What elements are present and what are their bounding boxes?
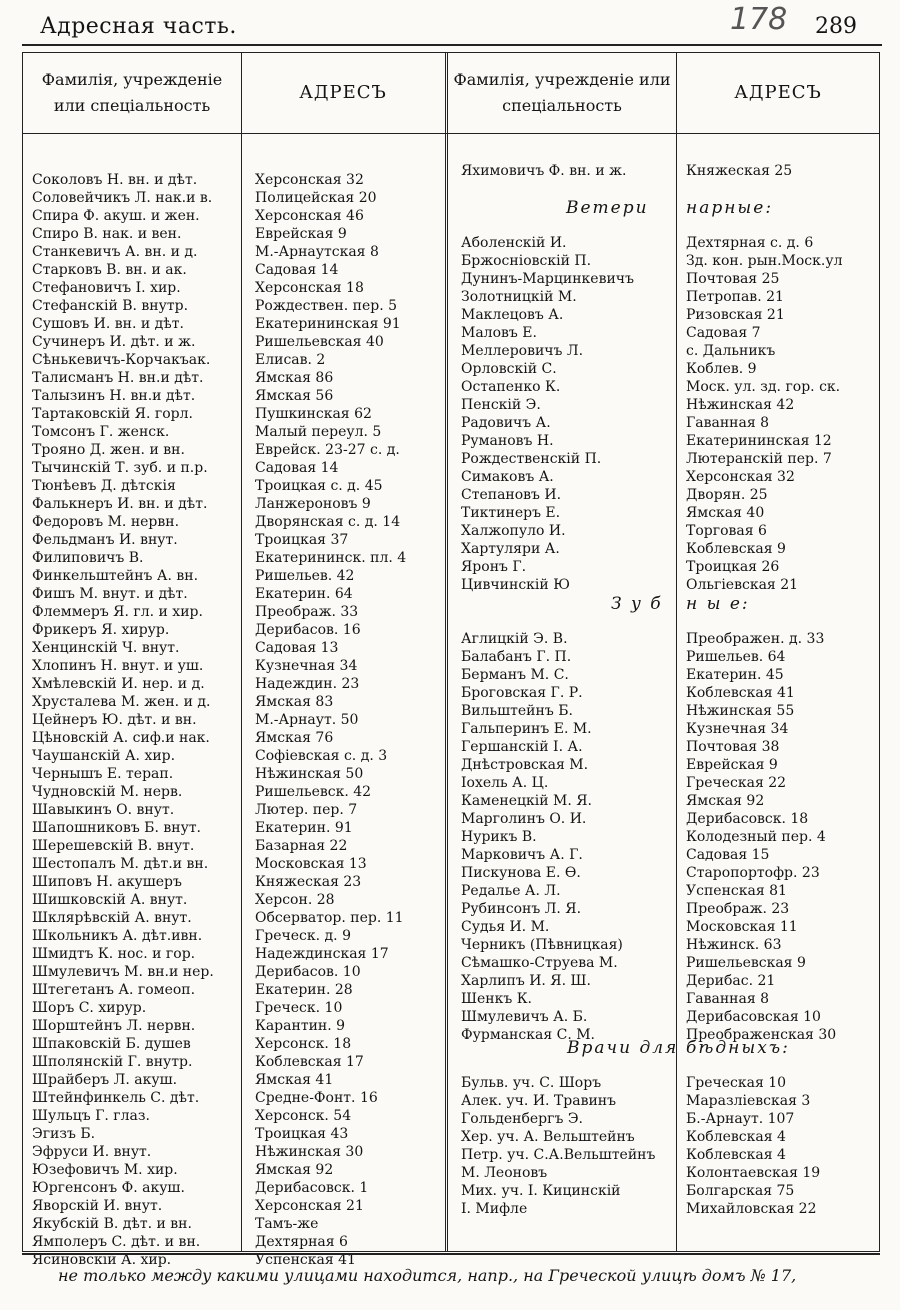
entry-address: Преображенская 30 — [686, 1027, 837, 1043]
entry-name: Ясиновскій А. хир. — [32, 1252, 172, 1268]
section-heading-dentists: З у б — [611, 594, 663, 614]
entry-address: Херсонская 18 — [255, 280, 364, 296]
entry-address: М.-Арнаут. 50 — [255, 712, 359, 728]
entry-address: Дворянская с. д. 14 — [255, 514, 401, 530]
entry-name: Шишковскій А. внут. — [32, 892, 188, 908]
entry-address: Троицкая 26 — [686, 559, 780, 575]
entry-address: Екатерининская 91 — [255, 316, 401, 332]
running-title: Адресная часть. — [40, 14, 237, 39]
entry-name: Талызинъ Н. вн.и дѣт. — [32, 388, 196, 404]
entry-address: Коблев. 9 — [686, 361, 757, 377]
entry-name: Чернышъ Е. терап. — [32, 766, 174, 782]
entry-address: Успенская 81 — [686, 883, 787, 899]
entry-address: Ямская 76 — [255, 730, 334, 746]
section-heading-veterinary: нарные: — [686, 198, 774, 218]
entry-name: Шерешевскій В. внут. — [32, 838, 195, 854]
page-number: 289 — [815, 14, 857, 39]
entry-name: Хрусталева М. жен. и д. — [32, 694, 211, 710]
entry-address: Греческая 10 — [686, 1075, 787, 1091]
entry-name: Хенцинскій Ч. внут. — [32, 640, 180, 656]
entry-name: Симаковъ А. — [461, 469, 554, 485]
entry-name: Радовичъ А. — [461, 415, 551, 431]
entry-name: Юргенсонъ Ф. акуш. — [32, 1180, 185, 1196]
entry-address: Еврейск. 23-27 с. д. — [255, 442, 400, 458]
entry-name: Юзефовичъ М. хир. — [32, 1162, 178, 1178]
entry-address: Лютеранскій пер. 7 — [686, 451, 832, 467]
column-divider — [241, 52, 242, 1252]
entry-name: Марголинъ О. И. — [461, 811, 587, 827]
entry-name: Чаушанскій А. хир. — [32, 748, 176, 764]
entry-address: Средне-Фонт. 16 — [255, 1090, 378, 1106]
entry-name: Халжопуло И. — [461, 523, 566, 539]
col-name-header-left: Фамилія, учрежденіе или спеціальность — [41, 69, 223, 115]
entry-name: Марковичъ А. Г. — [461, 847, 583, 863]
entry-address: Дерибасовская 10 — [686, 1009, 821, 1025]
entry-name: Фельдманъ И. внут. — [32, 532, 178, 548]
entry-name: Сѣнькевичъ-Корчакъак. — [32, 352, 211, 368]
section-heading-veterinary: Ветери — [566, 198, 649, 218]
entry-address: Херсонск. 18 — [255, 1036, 352, 1052]
entry-address: Преображен. д. 33 — [686, 631, 825, 647]
entry-address: Ямская 56 — [255, 388, 334, 404]
left-addresses-column — [255, 0, 441, 1310]
entry-address: Преображ. 33 — [255, 604, 359, 620]
entry-address: Херсонская 46 — [255, 208, 364, 224]
entry-name: Фишъ М. внут. и дѣт. — [32, 586, 188, 602]
entry-address: Полицейская 20 — [255, 190, 377, 206]
entry-name: Шорштейнъ Л. нервн. — [32, 1018, 196, 1034]
entry-address: Дехтярная с. д. 6 — [686, 235, 814, 251]
entry-name: Гершанскій І. А. — [461, 739, 583, 755]
entry-name: Шклярѣвскій А. внут. — [32, 910, 192, 926]
handwritten-mark: 178 — [730, 2, 788, 37]
entry-address: Княжеская 23 — [255, 874, 362, 890]
entry-address: Ольгіевская 21 — [686, 577, 799, 593]
entry-name: Тычинскій Т. зуб. и п.р. — [32, 460, 208, 476]
entry-address: Почтовая 38 — [686, 739, 780, 755]
entry-name: Аболенскій И. — [461, 235, 567, 251]
entry-address: Садовая 7 — [686, 325, 761, 341]
entry-name: Фалькнеръ И. вн. и дѣт. — [32, 496, 208, 512]
entry-name: Гольденбергъ Э. — [461, 1111, 583, 1127]
entry-name: Эфруси И. внут. — [32, 1144, 152, 1160]
entry-address: Херсонская 32 — [686, 469, 795, 485]
entry-name: Томсонъ Г. женск. — [32, 424, 170, 440]
entry-name: Тиктинеръ Е. — [461, 505, 561, 521]
entry-name: Шапошниковъ Б. внут. — [32, 820, 202, 836]
entry-address: Еврейская 9 — [255, 226, 347, 242]
entry-address: Херсон. 28 — [255, 892, 335, 908]
entry-name: Эгизъ Б. — [32, 1126, 96, 1142]
entry-name: Пенскій Э. — [461, 397, 541, 413]
entry-name: Дунинъ-Марцинкевичъ — [461, 271, 634, 287]
entry-address: Екатерин. 91 — [255, 820, 353, 836]
entry-name: Хмѣлевскій И. нер. и д. — [32, 676, 205, 692]
entry-address: Ямская 41 — [255, 1072, 334, 1088]
entry-name: Пискунова Е. Ѳ. — [461, 865, 581, 881]
section-heading-dentists: н ы е: — [686, 594, 750, 614]
entry-address: Дерибасовск. 18 — [686, 811, 809, 827]
entry-address: Садовая 15 — [686, 847, 770, 863]
entry-address: Ришельевская 9 — [686, 955, 806, 971]
entry-address: Княжеская 25 — [686, 163, 793, 179]
entry-address: Ямская 92 — [686, 793, 765, 809]
entry-name: Берманъ М. С. — [461, 667, 569, 683]
entry-name: Мих. уч. І. Кицинскій — [461, 1183, 621, 1199]
entry-name: Шиповъ Н. акушеръ — [32, 874, 182, 890]
entry-address: Греческая 22 — [686, 775, 787, 791]
entry-name: Федоровъ М. нервн. — [32, 514, 180, 530]
entry-address: Обсерватор. пер. 11 — [255, 910, 404, 926]
entry-address: Дерибас. 21 — [686, 973, 776, 989]
entry-address: Кузнечная 34 — [255, 658, 358, 674]
section-heading-poor: бѣдныхъ: — [686, 1038, 790, 1058]
entry-name: Якубскій В. дѣт. и вн. — [32, 1216, 192, 1232]
entry-address: Б.-Арнаут. 107 — [686, 1111, 795, 1127]
entry-name: Остапенко К. — [461, 379, 561, 395]
entry-address: Екатерин. 45 — [686, 667, 784, 683]
entry-name: Шпаковскій Б. душев — [32, 1036, 191, 1052]
entry-address: Московская 13 — [255, 856, 367, 872]
col-address-header-right: АДРЕСЪ — [734, 81, 822, 103]
entry-name: Шоръ С. хирур. — [32, 1000, 147, 1016]
entry-address: Московская 11 — [686, 919, 798, 935]
entry-name: Цѣновскій А. сиф.и нак. — [32, 730, 210, 746]
entry-address: Дерибасов. 10 — [255, 964, 361, 980]
entry-name: Редалье А. Л. — [461, 883, 561, 899]
entry-name: Шмулевичъ М. вн.и нер. — [32, 964, 214, 980]
entry-name: Золотницкій М. — [461, 289, 577, 305]
entry-address: Троицкая 43 — [255, 1126, 349, 1142]
entry-address: Херсонская 21 — [255, 1198, 364, 1214]
entry-address: Торговая 6 — [686, 523, 767, 539]
entry-name: Филиповичъ В. — [32, 550, 144, 566]
entry-address: Надеждин. 23 — [255, 676, 360, 692]
entry-address: Надеждинская 17 — [255, 946, 389, 962]
entry-address: Греческ. 10 — [255, 1000, 343, 1016]
entry-name: Меллеровичъ Л. — [461, 343, 584, 359]
entry-name: Сушовъ И. вн. и дѣт. — [32, 316, 184, 332]
entry-name: Харлипъ И. Я. Ш. — [461, 973, 591, 989]
entry-address: Ризовская 21 — [686, 307, 785, 323]
entry-name: Шенкъ К. — [461, 991, 532, 1007]
entry-name: Рождественскій П. — [461, 451, 602, 467]
entry-name: Румановъ Н. — [461, 433, 554, 449]
entry-address: Зд. кон. рын.Моск.ул — [686, 253, 843, 269]
entry-address: Нѣжинская 30 — [255, 1144, 364, 1160]
entry-address: Коблевская 9 — [686, 541, 786, 557]
entry-address: Коблевская 41 — [686, 685, 795, 701]
entry-address: Рождествен. пер. 5 — [255, 298, 398, 314]
section-heading-poor: Врачи для — [567, 1038, 679, 1058]
entry-name: Бульв. уч. С. Шоръ — [461, 1075, 602, 1091]
entry-name: Хлопинъ Н. внут. и уш. — [32, 658, 204, 674]
entry-name: Цивчинскій Ю — [461, 577, 570, 593]
entry-name: Штегетанъ А. гомеоп. — [32, 982, 196, 998]
entry-address: Екатерин. 28 — [255, 982, 353, 998]
entry-name: Финкельштейнъ А. вн. — [32, 568, 199, 584]
entry-address: Преображ. 23 — [686, 901, 790, 917]
entry-name: Цейнеръ Ю. дѣт. и вн. — [32, 712, 197, 728]
entry-name: Броговская Г. Р. — [461, 685, 583, 701]
entry-name: Нурикъ В. — [461, 829, 537, 845]
entry-name: Хартуляри А. — [461, 541, 560, 557]
entry-name: Бржосніовскій П. — [461, 253, 592, 269]
entry-address: Ришельев. 64 — [686, 649, 786, 665]
entry-name: Школьникъ А. дѣт.ивн. — [32, 928, 203, 944]
entry-address: Коблевская 4 — [686, 1147, 786, 1163]
entry-name: Гальперинъ Е. М. — [461, 721, 592, 737]
entry-address: Ямская 92 — [255, 1162, 334, 1178]
entry-address: Малый переул. 5 — [255, 424, 382, 440]
entry-address: Нѣжинская 50 — [255, 766, 364, 782]
entry-name: Маловъ Е. — [461, 325, 537, 341]
entry-address: Болгарская 75 — [686, 1183, 795, 1199]
entry-name: Яронъ Г. — [461, 559, 527, 575]
entry-name: Шполянскій Г. внутр. — [32, 1054, 193, 1070]
entry-name: Яхимовичъ Ф. вн. и ж. — [461, 163, 627, 179]
entry-name: Шмулевичъ А. Б. — [461, 1009, 588, 1025]
entry-name: Трояно Д. жен. и вн. — [32, 442, 185, 458]
entry-address: Греческ. д. 9 — [255, 928, 351, 944]
entry-address: Карантин. 9 — [255, 1018, 346, 1034]
entry-address: Гаванная 8 — [686, 991, 770, 1007]
entry-name: Балабанъ Г. П. — [461, 649, 572, 665]
entry-address: Маразліевская 3 — [686, 1093, 811, 1109]
entry-address: Колонтаевская 19 — [686, 1165, 821, 1181]
entry-name: Степановъ И. — [461, 487, 562, 503]
entry-name: Ямполеръ С. дѣт. и вн. — [32, 1234, 201, 1250]
entry-address: Ямская 40 — [686, 505, 765, 521]
entry-name: Іохель А. Ц. — [461, 775, 549, 791]
entry-address: Херсонская 32 — [255, 172, 364, 188]
entry-address: Садовая 14 — [255, 460, 339, 476]
entry-address: Коблевская 4 — [686, 1129, 786, 1145]
entry-name: Яворскій И. внут. — [32, 1198, 163, 1214]
entry-address: Ямская 83 — [255, 694, 334, 710]
entry-address: Почтовая 25 — [686, 271, 780, 287]
entry-address: Садовая 14 — [255, 262, 339, 278]
entry-address: Дворян. 25 — [686, 487, 768, 503]
entry-name: Судья И. М. — [461, 919, 550, 935]
entry-name: Днѣстровская М. — [461, 757, 589, 773]
entry-name: Фурманская С. М. — [461, 1027, 596, 1043]
entry-name: Старковъ В. вн. и ак. — [32, 262, 187, 278]
entry-name: Соколовъ Н. вн. и дѣт. — [32, 172, 198, 188]
entry-address: М.-Арнаутская 8 — [255, 244, 379, 260]
entry-name: Петр. уч. С.А.Вельштейнъ — [461, 1147, 656, 1163]
entry-name: Талисманъ Н. вн.и дѣт. — [32, 370, 204, 386]
right-addresses-column — [686, 0, 878, 1310]
entry-name: Флеммеръ Я. гл. и хир. — [32, 604, 203, 620]
entry-name: Тюнѣевъ Д. дѣтскія — [32, 478, 176, 494]
entry-address: Коблевская 17 — [255, 1054, 364, 1070]
entry-address: Ришельевская 40 — [255, 334, 384, 350]
entry-address: Моск. ул. зд. гор. ск. — [686, 379, 841, 395]
entry-address: Троицкая с. д. 45 — [255, 478, 383, 494]
entry-address: Екатерининск. пл. 4 — [255, 550, 407, 566]
footer-text: не только между какими улицами находится, напр., на Греческой улицѣ домъ № 17, — [58, 1266, 797, 1285]
entry-address: Кузнечная 34 — [686, 721, 789, 737]
col-name-header-right: Фамилія, учрежденіе или спеціальность — [453, 69, 671, 115]
entry-address: Михайловская 22 — [686, 1201, 817, 1217]
entry-name: Аглицкій Э. В. — [461, 631, 568, 647]
entry-name: Маклецовъ А. — [461, 307, 564, 323]
entry-name: Спиро В. нак. и вен. — [32, 226, 182, 242]
entry-address: Ямская 86 — [255, 370, 334, 386]
entry-address: Садовая 13 — [255, 640, 339, 656]
entry-name: Спира Ф. акуш. и жен. — [32, 208, 200, 224]
entry-name: Каменецкій М. Я. — [461, 793, 592, 809]
entry-name: Шмидтъ К. нос. и гор. — [32, 946, 196, 962]
entry-name: Стефанскій В. внутр. — [32, 298, 189, 314]
entry-name: Сѣмашко-Струева М. — [461, 955, 618, 971]
entry-address: Тамъ-же — [255, 1216, 319, 1232]
entry-address: Софіевская с. д. 3 — [255, 748, 388, 764]
entry-name: М. Леоновъ — [461, 1165, 548, 1181]
entry-address: Базарная 22 — [255, 838, 348, 854]
entry-address: Нѣжинская 42 — [686, 397, 795, 413]
entry-address: Старопортофр. 23 — [686, 865, 820, 881]
col-address-header-left: АДРЕСЪ — [299, 81, 387, 103]
entry-address: Екатерин. 64 — [255, 586, 353, 602]
entry-address: Ришельев. 42 — [255, 568, 355, 584]
entry-name: Шавыкинъ О. внут. — [32, 802, 175, 818]
entry-address: Гаванная 8 — [686, 415, 770, 431]
entry-address: Дерибасов. 16 — [255, 622, 361, 638]
entry-name: Станкевичъ А. вн. и д. — [32, 244, 198, 260]
entry-address: Херсонск. 54 — [255, 1108, 352, 1124]
footer-rule — [22, 1253, 880, 1255]
entry-name: Вильштейнъ Б. — [461, 703, 573, 719]
entry-name: Шрайберъ Л. акуш. — [32, 1072, 178, 1088]
entry-address: Дерибасовск. 1 — [255, 1180, 369, 1196]
entry-name: Стефановичъ І. хир. — [32, 280, 181, 296]
entry-address: Пушкинская 62 — [255, 406, 372, 422]
entry-name: Штейнфинкель С. дѣт. — [32, 1090, 200, 1106]
entry-address: Ланжероновъ 9 — [255, 496, 371, 512]
entry-name: Шульцъ Г. глаз. — [32, 1108, 150, 1124]
entry-address: Дехтярная 6 — [255, 1234, 348, 1250]
entry-address: Петропав. 21 — [686, 289, 784, 305]
entry-address: Лютер. пер. 7 — [255, 802, 358, 818]
entry-name: Тартаковскій Я. горл. — [32, 406, 193, 422]
entry-address: Успенская 41 — [255, 1252, 356, 1268]
entry-name: Фрикеръ Я. хирур. — [32, 622, 170, 638]
entry-name: Орловскій С. — [461, 361, 557, 377]
entry-name: Сучинеръ И. дѣт. и ж. — [32, 334, 196, 350]
entry-address: Еврейская 9 — [686, 757, 778, 773]
entry-name: Хер. уч. А. Вельштейнъ — [461, 1129, 635, 1145]
entry-address: Троицкая 37 — [255, 532, 349, 548]
column-divider — [676, 52, 677, 1252]
entry-name: Соловейчикъ Л. нак.и в. — [32, 190, 213, 206]
left-names-column — [32, 0, 238, 1310]
entry-address: Екатерининская 12 — [686, 433, 832, 449]
entry-address: Нѣжинск. 63 — [686, 937, 782, 953]
right-names-column — [461, 0, 679, 1310]
center-double-divider — [445, 52, 448, 1252]
entry-address: с. Дальникъ — [686, 343, 776, 359]
entry-address: Елисав. 2 — [255, 352, 326, 368]
entry-name: І. Мифле — [461, 1201, 528, 1217]
entry-name: Чудновскій М. нерв. — [32, 784, 183, 800]
entry-name: Алек. уч. И. Травинъ — [461, 1093, 617, 1109]
entry-address: Ришельевск. 42 — [255, 784, 372, 800]
entry-address: Колодезный пер. 4 — [686, 829, 826, 845]
entry-name: Рубинсонъ Л. Я. — [461, 901, 582, 917]
entry-name: Черникъ (Пѣвницкая) — [461, 937, 623, 953]
entry-name: Шестопалъ М. дѣт.и вн. — [32, 856, 209, 872]
entry-address: Нѣжинская 55 — [686, 703, 795, 719]
